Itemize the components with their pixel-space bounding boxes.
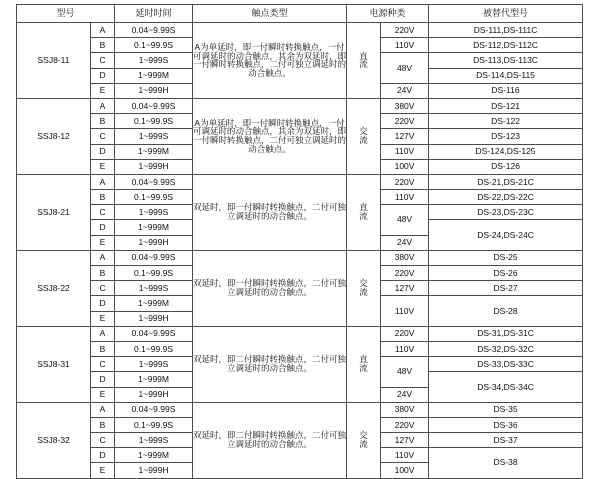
power-char-2: 流 xyxy=(359,363,368,374)
cell-replacement: DS-24,DS-24C xyxy=(429,220,583,250)
cell-code: E xyxy=(91,235,115,250)
cell-delay: 1~999H xyxy=(115,311,193,326)
cell-replacement: DS-35 xyxy=(429,402,583,417)
power-char-1: 直 xyxy=(359,202,368,213)
cell-code: C xyxy=(91,281,115,296)
cell-replacement: DS-113,DS-113C xyxy=(429,53,583,68)
cell-code: D xyxy=(91,220,115,235)
table-row xyxy=(17,326,583,341)
cell-contact-type: A为单延时，即一付瞬时转换触点，一付可调延时的动合触点，其余为双延时，即一付瞬时转换触点，二付可独立调延时的动合触点。 xyxy=(193,98,347,174)
cell-voltage: 220V xyxy=(381,417,429,432)
cell-code: D xyxy=(91,372,115,387)
cell-contact-type: A为单延时，即一付瞬时转换触点，一付可调延时的动合触点，其余为双延时，即一付瞬时转换触点，二付可独立调延时的动合触点。 xyxy=(193,23,347,99)
cell-model: SSJ8-31 xyxy=(17,326,91,402)
cell-replacement: DS-114,DS-115 xyxy=(429,68,583,83)
cell-delay: 1~999M xyxy=(115,68,193,83)
cell-code: E xyxy=(91,83,115,98)
cell-contact-type: 双延时，即一付瞬时转换触点，二付可独立调延时的动合触点。 xyxy=(193,174,347,250)
cell-voltage: 380V xyxy=(381,98,429,113)
power-char-1: 交 xyxy=(359,430,368,441)
cell-delay: 0.1~99.9S xyxy=(115,266,193,281)
cell-voltage: 48V xyxy=(381,53,429,83)
cell-code: C xyxy=(91,129,115,144)
table-header-row xyxy=(17,5,583,23)
cell-voltage: 48V xyxy=(381,357,429,387)
power-char-2: 流 xyxy=(359,59,368,70)
cell-delay: 0.1~99.9S xyxy=(115,341,193,356)
power-char-2: 流 xyxy=(359,439,368,450)
cell-delay: 0.1~99.9S xyxy=(115,38,193,53)
cell-replacement: DS-38 xyxy=(429,448,583,478)
cell-delay: 0.1~99.9S xyxy=(115,114,193,129)
cell-model: SSJ8-11 xyxy=(17,23,91,99)
relay-spec-table xyxy=(16,4,583,479)
cell-replacement: DS-121 xyxy=(429,98,583,113)
cell-voltage: 127V xyxy=(381,129,429,144)
spec-sheet xyxy=(0,4,600,476)
cell-voltage: 380V xyxy=(381,402,429,417)
cell-code: A xyxy=(91,250,115,265)
cell-voltage: 380V xyxy=(381,250,429,265)
cell-voltage: 220V xyxy=(381,326,429,341)
cell-voltage: 110V xyxy=(381,144,429,159)
cell-code: D xyxy=(91,296,115,311)
cell-delay: 1~999S xyxy=(115,129,193,144)
cell-code: A xyxy=(91,98,115,113)
cell-code: A xyxy=(91,174,115,189)
cell-voltage: 127V xyxy=(381,281,429,296)
cell-contact-type: 双延时，即一付瞬时转换触点，二付可独立调延时的动合触点。 xyxy=(193,250,347,326)
cell-code: A xyxy=(91,23,115,38)
cell-code: E xyxy=(91,387,115,402)
power-char-1: 直 xyxy=(359,50,368,61)
cell-replacement: DS-124,DS-125 xyxy=(429,144,583,159)
cell-replacement: DS-37 xyxy=(429,433,583,448)
cell-code: B xyxy=(91,190,115,205)
cell-voltage: 110V xyxy=(381,448,429,463)
cell-code: A xyxy=(91,326,115,341)
cell-delay: 1~999S xyxy=(115,281,193,296)
cell-replacement: DS-27 xyxy=(429,281,583,296)
cell-voltage: 220V xyxy=(381,23,429,38)
cell-replacement: DS-112,DS-112C xyxy=(429,38,583,53)
cell-code: B xyxy=(91,38,115,53)
cell-delay: 1~999H xyxy=(115,83,193,98)
power-char-1: 交 xyxy=(359,278,368,289)
header-model: 型号 xyxy=(17,5,115,23)
cell-delay: 1~999H xyxy=(115,159,193,174)
cell-code: B xyxy=(91,341,115,356)
cell-voltage: 127V xyxy=(381,433,429,448)
cell-voltage: 220V xyxy=(381,174,429,189)
cell-replacement: DS-116 xyxy=(429,83,583,98)
table-row xyxy=(17,250,583,265)
cell-code: A xyxy=(91,402,115,417)
cell-delay: 0.04~9.99S xyxy=(115,98,193,113)
power-char-1: 直 xyxy=(359,354,368,365)
cell-model: SSJ8-22 xyxy=(17,250,91,326)
cell-contact-type: 双延时，即二付瞬时转换触点，二付可独立调延时的动合触点。 xyxy=(193,402,347,478)
header-contact-type: 触点类型 xyxy=(193,5,347,23)
cell-voltage: 24V xyxy=(381,387,429,402)
power-char-1: 交 xyxy=(359,126,368,137)
cell-delay: 0.04~9.99S xyxy=(115,23,193,38)
cell-delay: 0.04~9.99S xyxy=(115,402,193,417)
cell-power-type xyxy=(347,402,381,478)
cell-replacement: DS-21,DS-21C xyxy=(429,174,583,189)
cell-code: C xyxy=(91,53,115,68)
cell-delay: 1~999H xyxy=(115,235,193,250)
cell-replacement: DS-123 xyxy=(429,129,583,144)
cell-replacement: DS-36 xyxy=(429,417,583,432)
cell-delay: 1~999M xyxy=(115,220,193,235)
cell-code: E xyxy=(91,159,115,174)
cell-replacement: DS-23,DS-23C xyxy=(429,205,583,220)
cell-delay: 0.1~99.9S xyxy=(115,417,193,432)
cell-code: B xyxy=(91,114,115,129)
cell-delay: 1~999M xyxy=(115,296,193,311)
cell-contact-type: 双延时，即二付瞬时转换触点，二付可独立调延时的动合触点。 xyxy=(193,326,347,402)
cell-voltage: 110V xyxy=(381,190,429,205)
cell-replacement: DS-32,DS-32C xyxy=(429,341,583,356)
cell-code: C xyxy=(91,357,115,372)
power-char-2: 流 xyxy=(359,287,368,298)
cell-delay: 0.04~9.99S xyxy=(115,326,193,341)
cell-delay: 1~999M xyxy=(115,448,193,463)
cell-delay: 1~999H xyxy=(115,463,193,478)
cell-code: D xyxy=(91,144,115,159)
cell-model: SSJ8-21 xyxy=(17,174,91,250)
cell-voltage: 220V xyxy=(381,114,429,129)
cell-replacement: DS-25 xyxy=(429,250,583,265)
cell-power-type xyxy=(347,250,381,326)
cell-code: B xyxy=(91,266,115,281)
cell-voltage: 220V xyxy=(381,266,429,281)
cell-code: D xyxy=(91,68,115,83)
cell-voltage: 110V xyxy=(381,341,429,356)
cell-replacement: DS-33,DS-33C xyxy=(429,357,583,372)
cell-replacement: DS-22,DS-22C xyxy=(429,190,583,205)
cell-voltage: 110V xyxy=(381,38,429,53)
cell-power-type xyxy=(347,326,381,402)
power-char-2: 流 xyxy=(359,211,368,222)
cell-replacement: DS-126 xyxy=(429,159,583,174)
cell-code: C xyxy=(91,433,115,448)
header-replacement: 被替代型号 xyxy=(429,5,583,23)
cell-power-type xyxy=(347,98,381,174)
header-power-type: 电源种类 xyxy=(347,5,429,23)
cell-model: SSJ8-32 xyxy=(17,402,91,478)
cell-delay: 1~999M xyxy=(115,144,193,159)
cell-delay: 1~999S xyxy=(115,357,193,372)
cell-replacement: DS-122 xyxy=(429,114,583,129)
cell-code: D xyxy=(91,448,115,463)
table-row xyxy=(17,402,583,417)
cell-power-type xyxy=(347,23,381,99)
cell-delay: 0.1~99.9S xyxy=(115,190,193,205)
cell-delay: 1~999S xyxy=(115,53,193,68)
cell-code: E xyxy=(91,311,115,326)
cell-code: C xyxy=(91,205,115,220)
cell-delay: 0.04~9.99S xyxy=(115,250,193,265)
cell-code: B xyxy=(91,417,115,432)
cell-delay: 1~999H xyxy=(115,387,193,402)
cell-delay: 1~999M xyxy=(115,372,193,387)
cell-code: E xyxy=(91,463,115,478)
cell-voltage: 110V xyxy=(381,296,429,326)
cell-voltage: 24V xyxy=(381,235,429,250)
power-char-2: 流 xyxy=(359,135,368,146)
cell-replacement: DS-111,DS-111C xyxy=(429,23,583,38)
cell-model: SSJ8-12 xyxy=(17,98,91,174)
table-row xyxy=(17,98,583,113)
table-row xyxy=(17,23,583,38)
cell-delay: 0.04~9.99S xyxy=(115,174,193,189)
cell-replacement: DS-31,DS-31C xyxy=(429,326,583,341)
cell-delay: 1~999S xyxy=(115,433,193,448)
cell-delay: 1~999S xyxy=(115,205,193,220)
table-row xyxy=(17,174,583,189)
cell-replacement: DS-34,DS-34C xyxy=(429,372,583,402)
cell-voltage: 48V xyxy=(381,205,429,235)
cell-power-type xyxy=(347,174,381,250)
cell-replacement: DS-28 xyxy=(429,296,583,326)
cell-voltage: 100V xyxy=(381,159,429,174)
cell-voltage: 100V xyxy=(381,463,429,478)
cell-voltage: 24V xyxy=(381,83,429,98)
header-delay: 延时时间 xyxy=(115,5,193,23)
cell-replacement: DS-26 xyxy=(429,266,583,281)
